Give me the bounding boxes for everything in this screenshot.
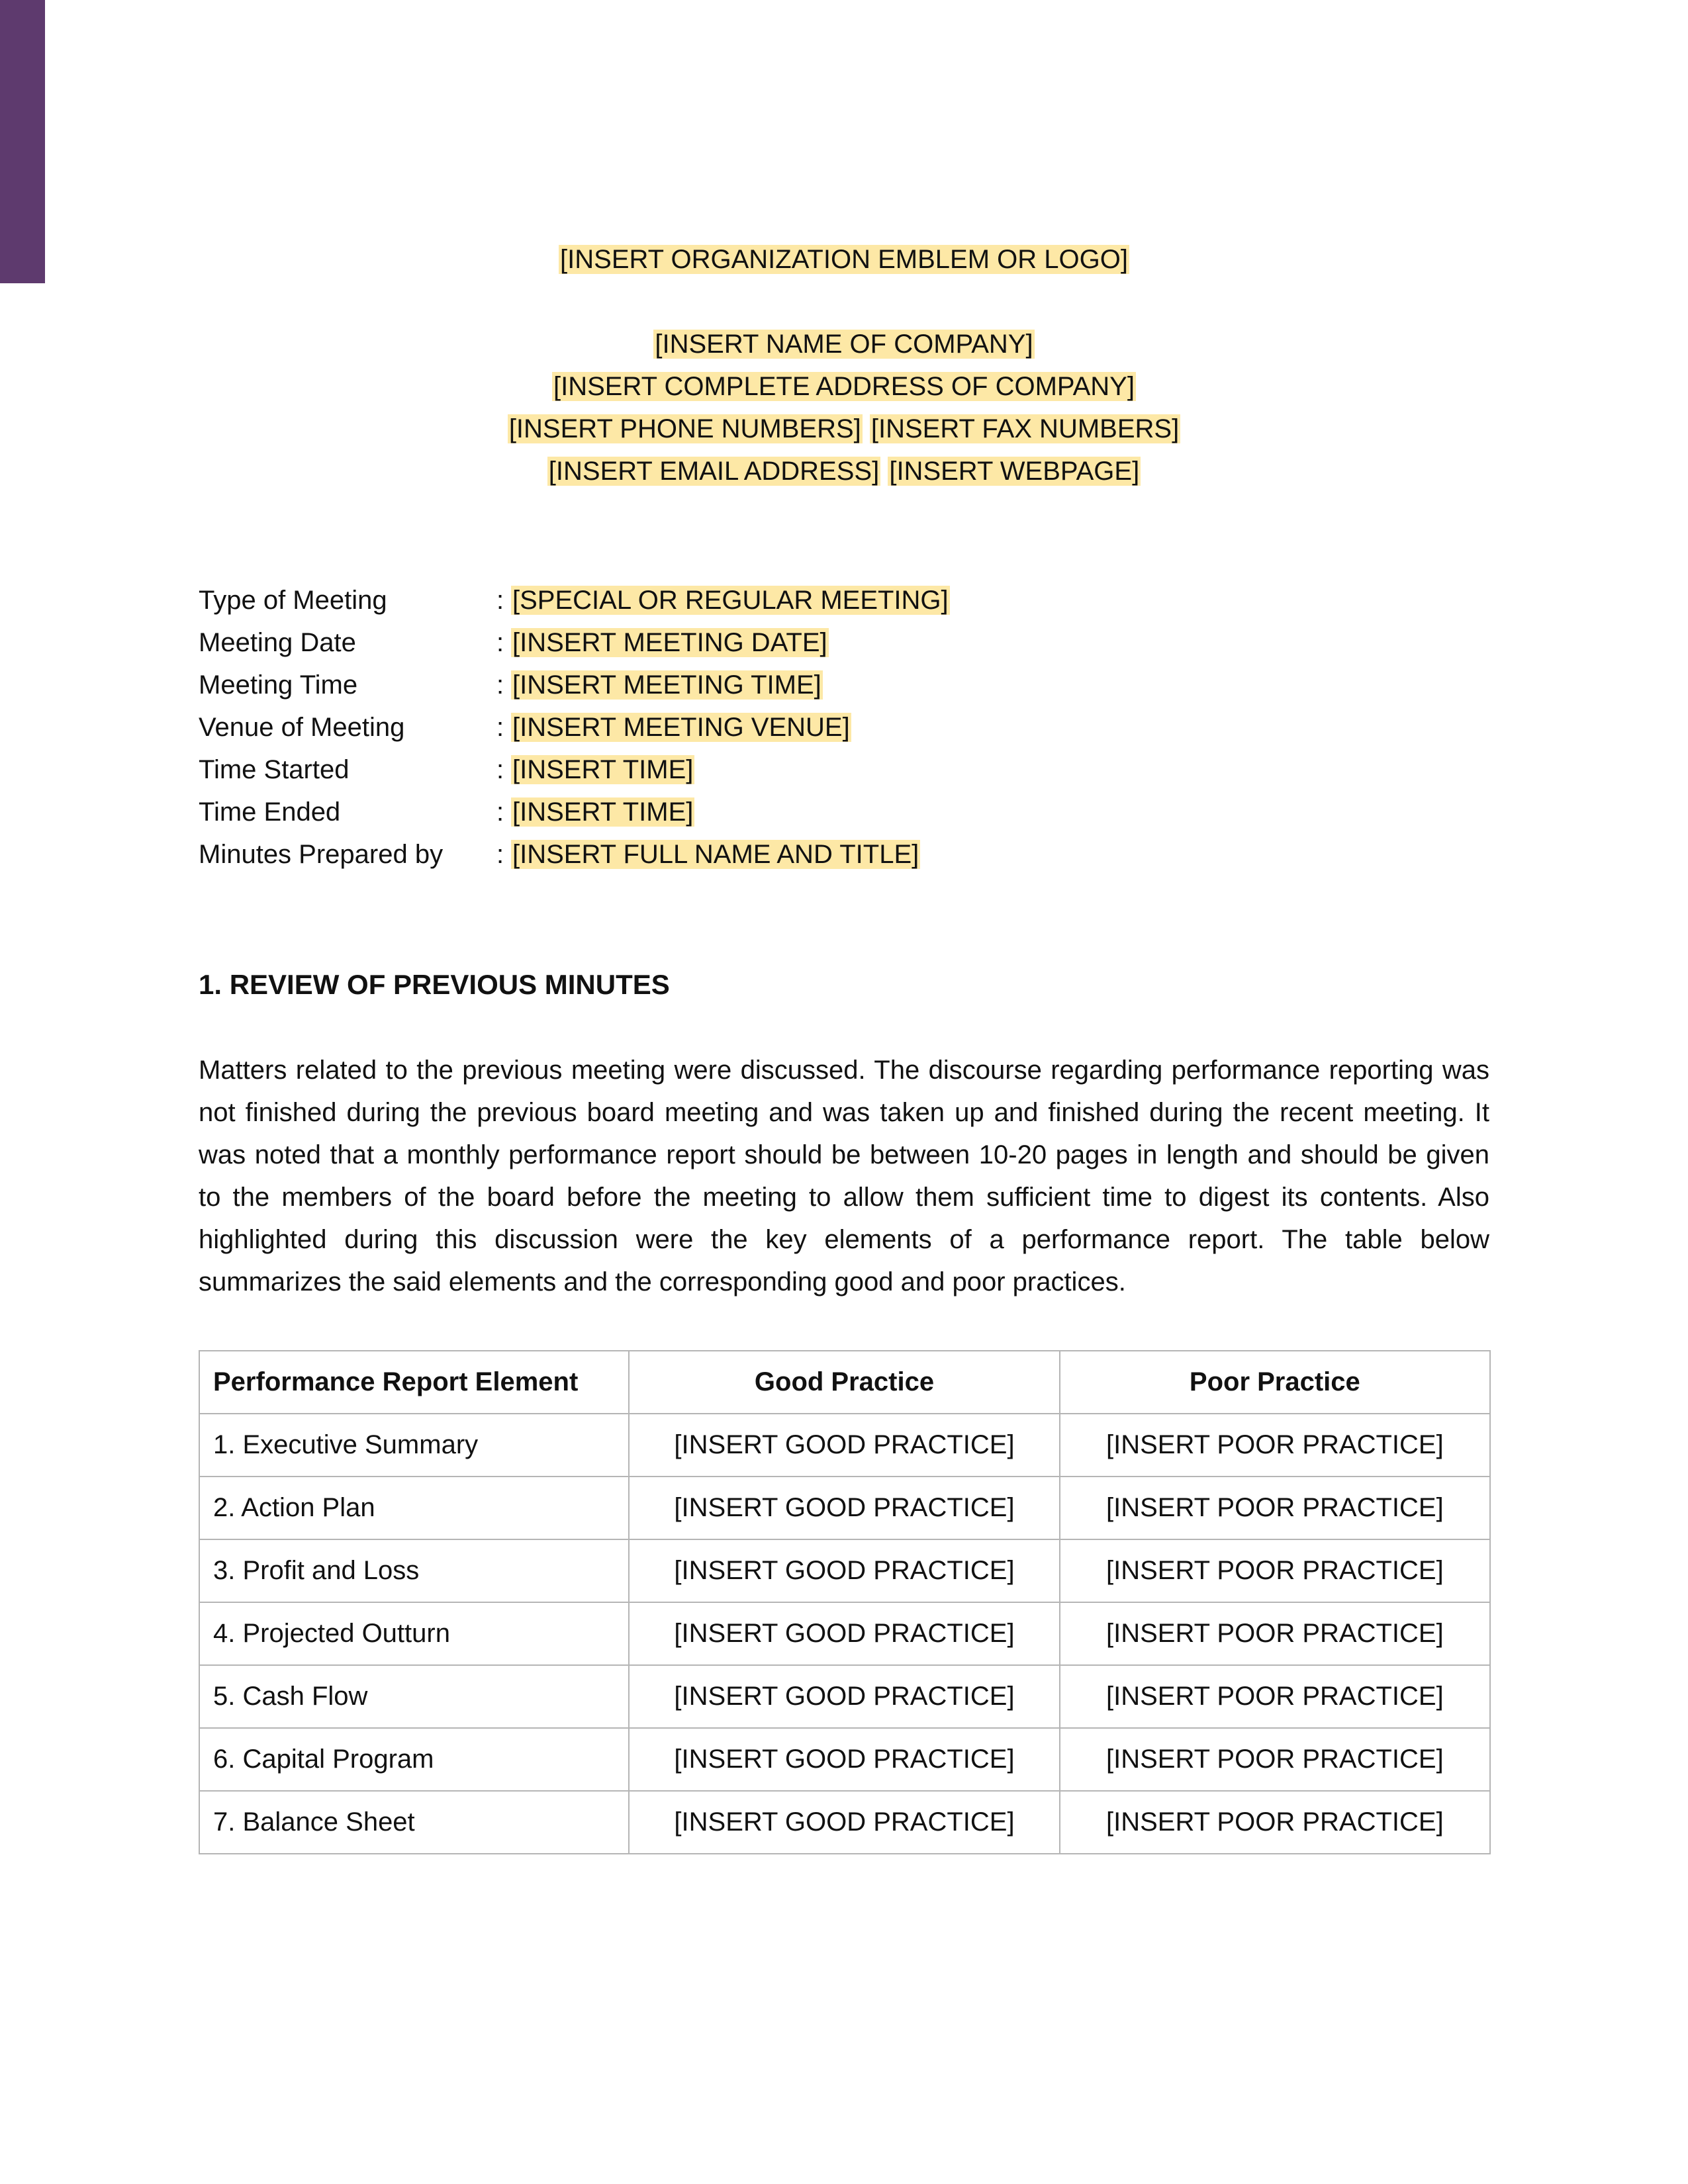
table-cell-poor: [INSERT POOR PRACTICE]: [1060, 1539, 1490, 1602]
meeting-info-label: Time Started: [199, 755, 350, 784]
meeting-info-label: Minutes Prepared by: [199, 840, 444, 869]
company-email: [INSERT EMAIL ADDRESS]: [548, 457, 880, 486]
table-cell-poor: [INSERT POOR PRACTICE]: [1060, 1414, 1490, 1477]
company-online-line: [0, 450, 1688, 492]
meeting-info-separator: :: [496, 755, 504, 784]
meeting-info-value: [INSERT MEETING DATE]: [512, 628, 827, 657]
table-cell-element: 4. Projected Outturn: [199, 1602, 629, 1665]
meeting-info-value: [SPECIAL OR REGULAR MEETING]: [512, 586, 949, 615]
meeting-info-row: [199, 791, 950, 833]
table-cell-poor: [INSERT POOR PRACTICE]: [1060, 1665, 1490, 1728]
meeting-info-separator: :: [496, 628, 504, 657]
table-cell-element: 1. Executive Summary: [199, 1414, 629, 1477]
meeting-info: [199, 579, 950, 876]
meeting-info-separator: :: [496, 713, 504, 742]
table-cell-element: 2. Action Plan: [199, 1477, 629, 1539]
table-cell-element: 6. Capital Program: [199, 1728, 629, 1791]
table-row: [199, 1414, 1490, 1477]
meeting-info-label: Venue of Meeting: [199, 713, 405, 742]
table-cell-element: 7. Balance Sheet: [199, 1791, 629, 1854]
meeting-info-value: [INSERT FULL NAME AND TITLE]: [512, 840, 919, 869]
meeting-info-value: [INSERT TIME]: [512, 797, 694, 827]
table-header-poor: Poor Practice: [1060, 1351, 1490, 1414]
meeting-info-separator: :: [496, 670, 504, 700]
meeting-info-row: [199, 749, 950, 791]
table-cell-good: [INSERT GOOD PRACTICE]: [629, 1539, 1059, 1602]
table-row: [199, 1477, 1490, 1539]
meeting-info-row: [199, 664, 950, 706]
table-header-element: Performance Report Element: [199, 1351, 629, 1414]
table-header-row: [199, 1351, 1490, 1414]
company-webpage: [INSERT WEBPAGE]: [889, 457, 1140, 486]
table-cell-good: [INSERT GOOD PRACTICE]: [629, 1791, 1059, 1854]
section-title: 1. REVIEW OF PREVIOUS MINUTES: [199, 969, 670, 1000]
table-cell-element: 5. Cash Flow: [199, 1665, 629, 1728]
table-cell-good: [INSERT GOOD PRACTICE]: [629, 1665, 1059, 1728]
table-cell-good: [INSERT GOOD PRACTICE]: [629, 1602, 1059, 1665]
meeting-info-separator: :: [496, 797, 504, 827]
meeting-info-row: [199, 833, 950, 876]
company-name-line: [0, 323, 1688, 365]
table-row: [199, 1728, 1490, 1791]
table-cell-poor: [INSERT POOR PRACTICE]: [1060, 1728, 1490, 1791]
table-row: [199, 1602, 1490, 1665]
table-cell-good: [INSERT GOOD PRACTICE]: [629, 1477, 1059, 1539]
performance-report-table: [199, 1350, 1491, 1854]
meeting-info-label: Meeting Date: [199, 628, 356, 657]
meeting-info-label: Type of Meeting: [199, 586, 387, 615]
meeting-info-value: [INSERT MEETING TIME]: [512, 670, 821, 700]
section-paragraph: Matters related to the previous meeting were discussed. The discourse regarding performance reporting was not finished during the previous board meeting and was taken up and finished during the recent meeting. It was noted that a monthly performance report should be between 10-20 pages in length and should be given to the members of the board before the meeting to allow them sufficient time to digest its contents. Also highlighted during this discussion were the key elements of a performance report. The table below summarizes the said elements and the corresponding good and poor practices.: [199, 1056, 1489, 1297]
meeting-info-row: [199, 706, 950, 749]
company-address: [INSERT COMPLETE ADDRESS OF COMPANY]: [553, 372, 1135, 401]
company-address-line: [0, 365, 1688, 408]
table-row: [199, 1665, 1490, 1728]
meeting-info-value: [INSERT TIME]: [512, 755, 694, 784]
meeting-info-value: [INSERT MEETING VENUE]: [512, 713, 850, 742]
table-cell-poor: [INSERT POOR PRACTICE]: [1060, 1602, 1490, 1665]
company-phone: [INSERT PHONE NUMBERS]: [508, 414, 861, 443]
meeting-info-label: Time Ended: [199, 797, 341, 827]
meeting-info-label: Meeting Time: [199, 670, 358, 700]
logo-placeholder: [INSERT ORGANIZATION EMBLEM OR LOGO]: [560, 245, 1128, 274]
meeting-info-separator: :: [496, 586, 504, 615]
meeting-info-separator: :: [496, 840, 504, 869]
logo-placeholder-line: [0, 238, 1688, 281]
company-fax: [INSERT FAX NUMBERS]: [870, 414, 1180, 443]
company-info: [0, 323, 1688, 492]
meeting-info-row: [199, 579, 950, 621]
table-row: [199, 1791, 1490, 1854]
meeting-info-row: [199, 621, 950, 664]
table-cell-element: 3. Profit and Loss: [199, 1539, 629, 1602]
table-cell-good: [INSERT GOOD PRACTICE]: [629, 1728, 1059, 1791]
company-contact-line: [0, 408, 1688, 450]
company-name: [INSERT NAME OF COMPANY]: [655, 330, 1033, 359]
table-cell-poor: [INSERT POOR PRACTICE]: [1060, 1791, 1490, 1854]
table-cell-poor: [INSERT POOR PRACTICE]: [1060, 1477, 1490, 1539]
table-cell-good: [INSERT GOOD PRACTICE]: [629, 1414, 1059, 1477]
table-row: [199, 1539, 1490, 1602]
table-header-good: Good Practice: [629, 1351, 1059, 1414]
